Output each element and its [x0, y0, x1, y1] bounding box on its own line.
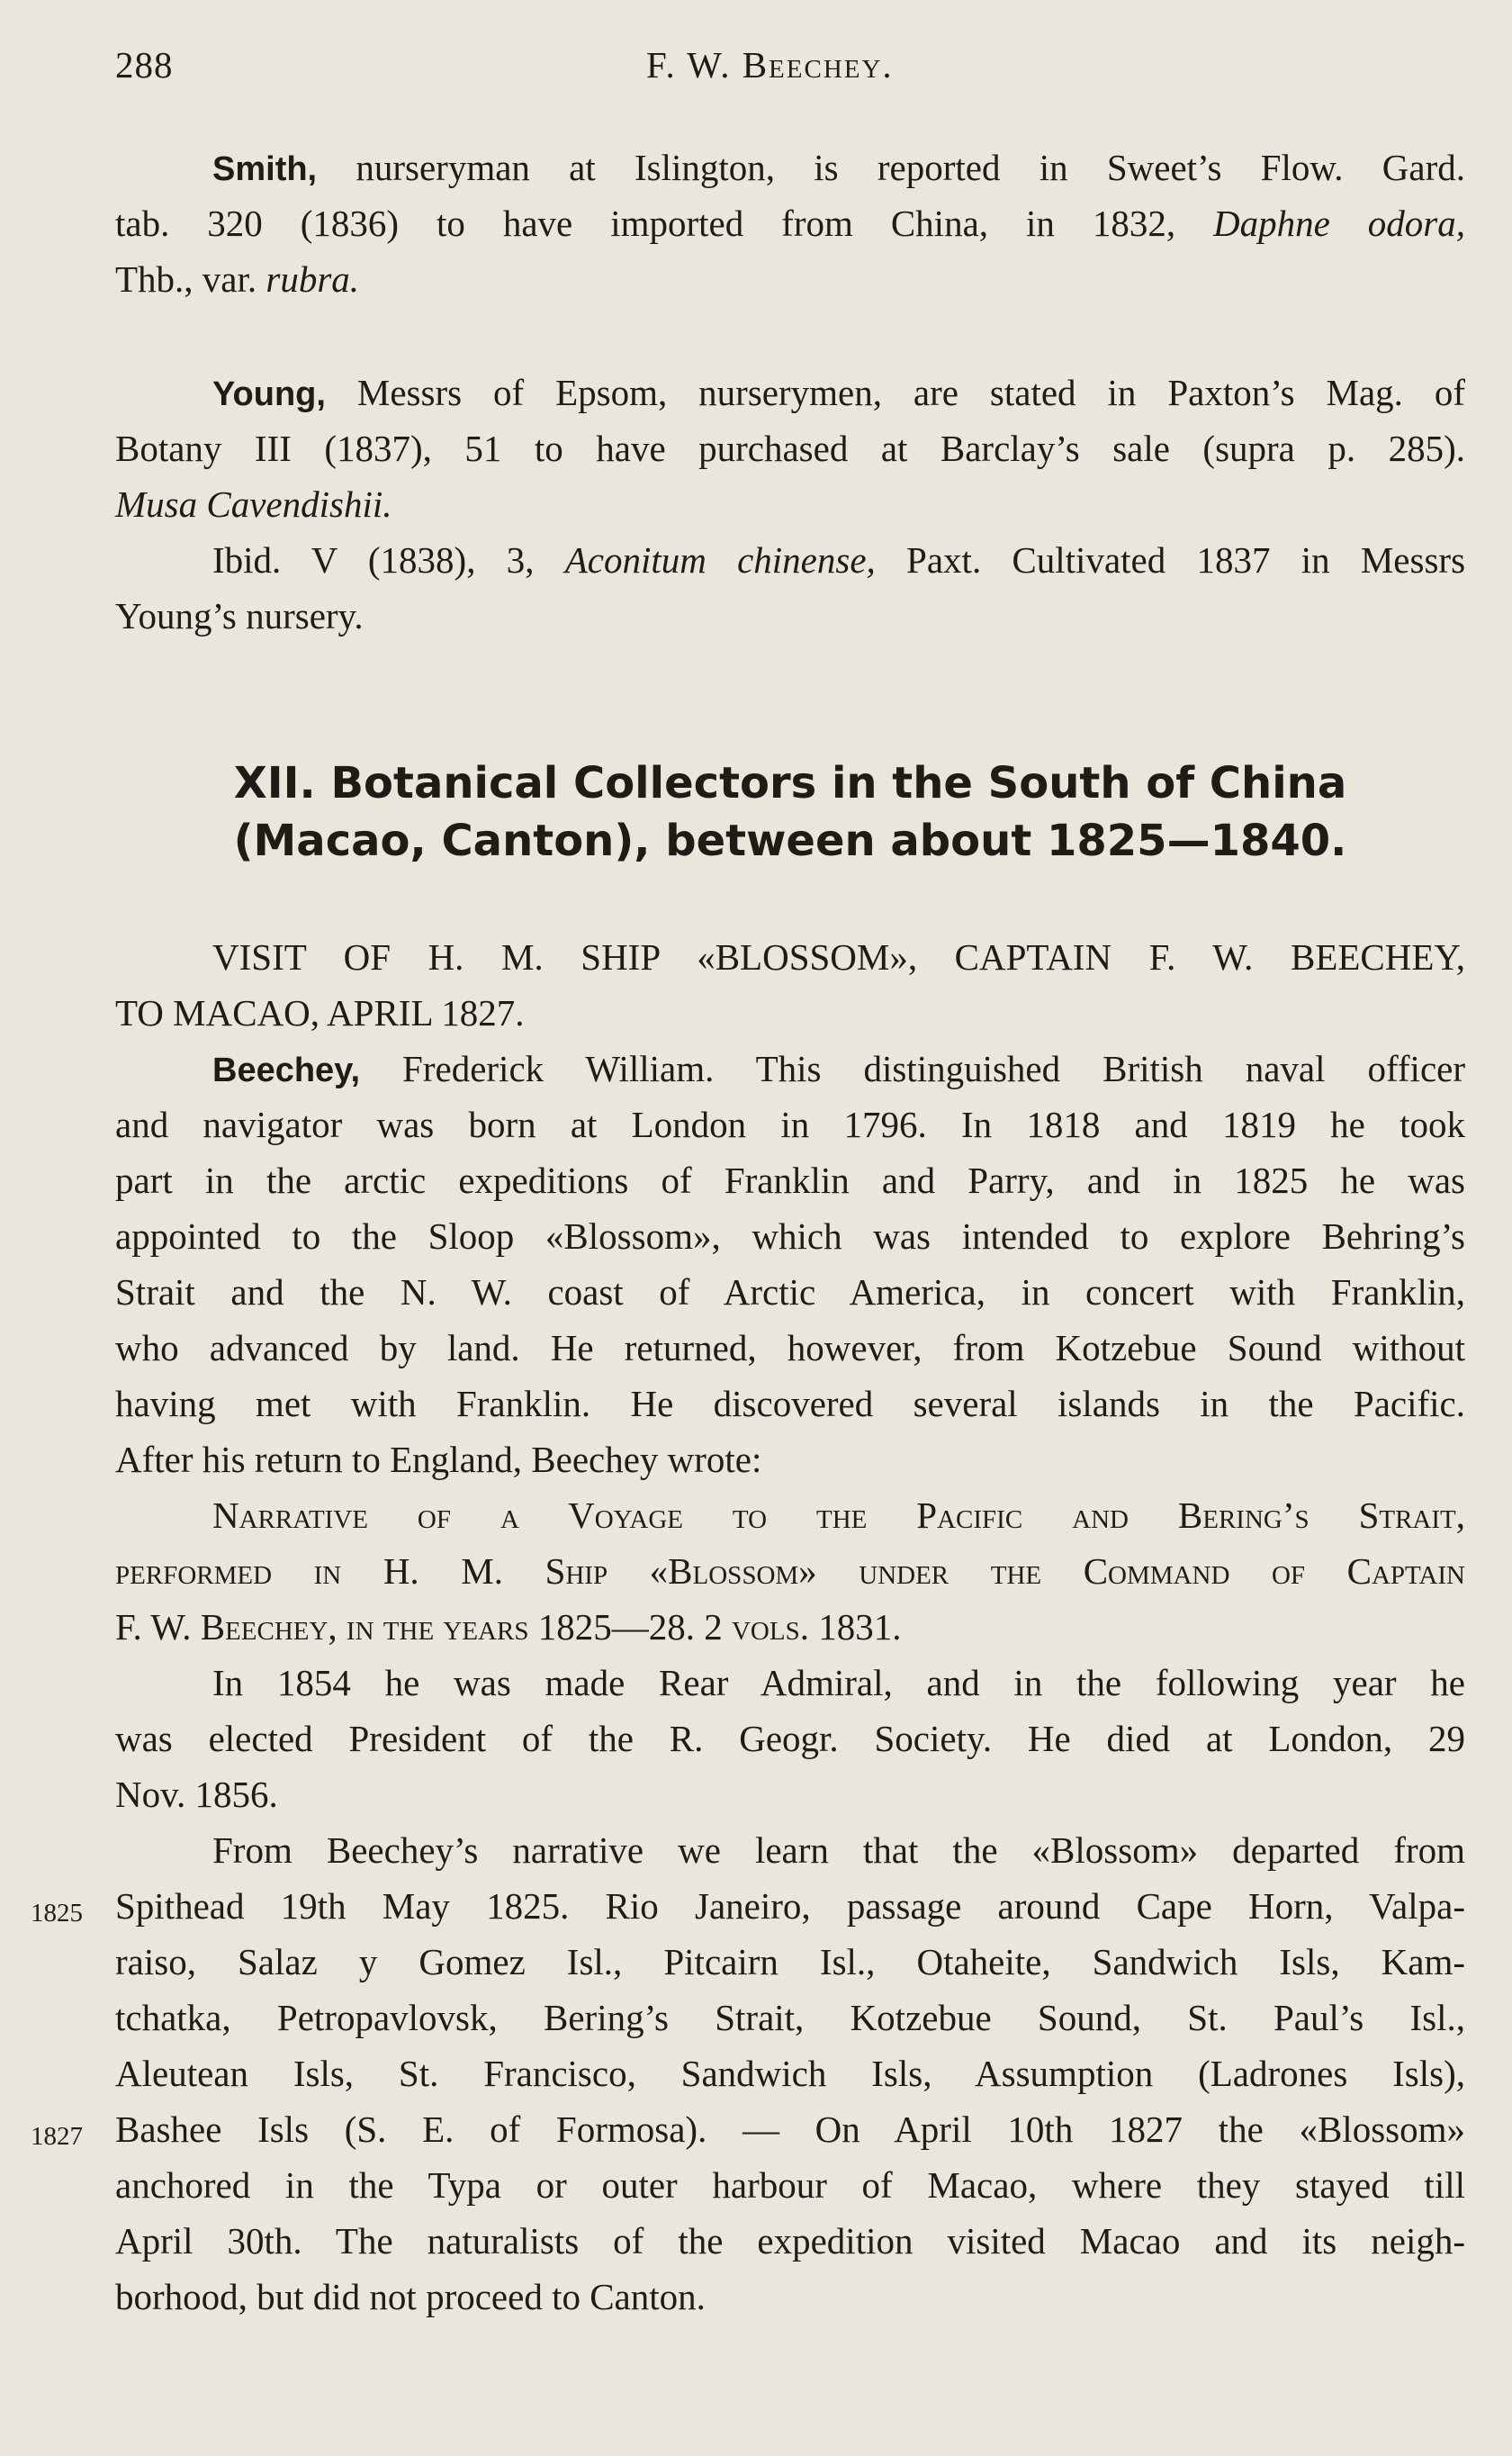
entry-name: Beechey,	[212, 1052, 361, 1089]
text-line: After his return to England, Beechey wrote:	[115, 1439, 762, 1480]
text-line: Nov. 1856.	[115, 1774, 278, 1815]
text-line: Botany III (1837), 51 to have purchased at Barclay’s sale (supra p. 285).	[115, 428, 1465, 469]
text-line: Thb., var. rubra.	[115, 258, 360, 300]
text-line: who advanced by land. He returned, however, from Kotzebue Sound without	[115, 1327, 1465, 1368]
text-line: Young, Messrs of Epsom, nurserymen, are stated in Paxton’s Mag. of	[212, 372, 1466, 413]
text-line: VISIT OF H. M. SHIP «BLOSSOM», CAPTAIN F. W. BEECHEY,	[212, 936, 1465, 978]
text-line: anchored in the Typa or outer harbour of Macao, where they stayed till	[115, 2164, 1465, 2206]
text-line: having met with Franklin. He discovered several islands in the Pacific.	[115, 1383, 1465, 1424]
text-line: and navigator was born at London in 1796. In 1818 and 1819 he took	[115, 1104, 1465, 1145]
entry-young	[115, 365, 1465, 644]
text-line: Young’s nursery.	[115, 595, 364, 637]
entry-beechey	[115, 1041, 1465, 2325]
text-line: was elected President of the R. Geogr. Society. He died at London, 29	[115, 1718, 1465, 1759]
running-title: F. W. Beechey.	[646, 44, 894, 86]
entry-name: Young,	[212, 375, 326, 413]
page-number: 288	[115, 44, 174, 86]
text-line: Smith, nurseryman at Islington, is reported in Sweet’s Flow. Gard.	[212, 147, 1465, 188]
text-line: tchatka, Petropavlovsk, Bering’s Strait, Kotzebue Sound, St. Paul’s Isl.,	[115, 1997, 1465, 2038]
text-line: Spithead 19th May 1825. Rio Janeiro, passage around Cape Horn, Valpa-	[115, 1885, 1465, 1927]
text-line: April 30th. The naturalists of the expedition visited Macao and its neigh-	[115, 2220, 1465, 2262]
text-line: Bashee Isls (S. E. of Formosa). — On April 10th 1827 the «Blossom»	[115, 2108, 1465, 2150]
book-title-line: F. W. Beechey, in the years 1825—28. 2 vols. 1831.	[115, 1606, 902, 1648]
page-header	[115, 43, 1465, 97]
visit-subheading	[115, 929, 1465, 1041]
text-line: Aleutean Isls, St. Francisco, Sandwich Isls, Assumption (Ladrones Isls),	[115, 2053, 1465, 2094]
text-line: From Beechey’s narrative we learn that the «Blossom» departed from	[212, 1829, 1465, 1871]
text-line: part in the arctic expeditions of Franklin and Parry, and in 1825 he was	[115, 1160, 1465, 1201]
heading-line: XII. Botanical Collectors in the South of China	[233, 758, 1347, 808]
text-line: Beechey, Frederick William. This distinguished British naval officer	[212, 1048, 1465, 1089]
text-line: Ibid. V (1838), 3, Aconitum chinense, Paxt. Cultivated 1837 in Messrs	[212, 539, 1466, 581]
entry-name: Smith,	[212, 150, 318, 188]
text-line: appointed to the Sloop «Blossom», which was intended to explore Behring’s	[115, 1215, 1465, 1257]
entry-smith	[115, 140, 1465, 307]
text-line: raiso, Salaz y Gomez Isl., Pitcairn Isl., Otaheite, Sandwich Isls, Kam-	[115, 1941, 1465, 1982]
text-line: In 1854 he was made Rear Admiral, and in the following year he	[212, 1662, 1465, 1703]
text-line: Strait and the N. W. coast of Arctic America, in concert with Franklin,	[115, 1271, 1465, 1313]
section-heading	[115, 754, 1465, 870]
margin-year-1827: 1827	[31, 2122, 83, 2151]
book-title-line: Narrative of a Voyage to the Pacific and Bering’s Strait,	[212, 1494, 1465, 1536]
margin-year-1825: 1825	[31, 1899, 83, 1928]
book-title-line: performed in H. M. Ship «Blossom» under the Command of Captain	[115, 1550, 1465, 1592]
text-line: Musa Cavendishii.	[115, 483, 392, 525]
heading-line: (Macao, Canton), between about 1825—1840.	[233, 816, 1347, 866]
text-line: tab. 320 (1836) to have imported from China, in 1832, Daphne odora,	[115, 203, 1466, 244]
text-line: TO MACAO, APRIL 1827.	[115, 992, 525, 1034]
text-line: borhood, but did not proceed to Canton.	[115, 2276, 706, 2317]
